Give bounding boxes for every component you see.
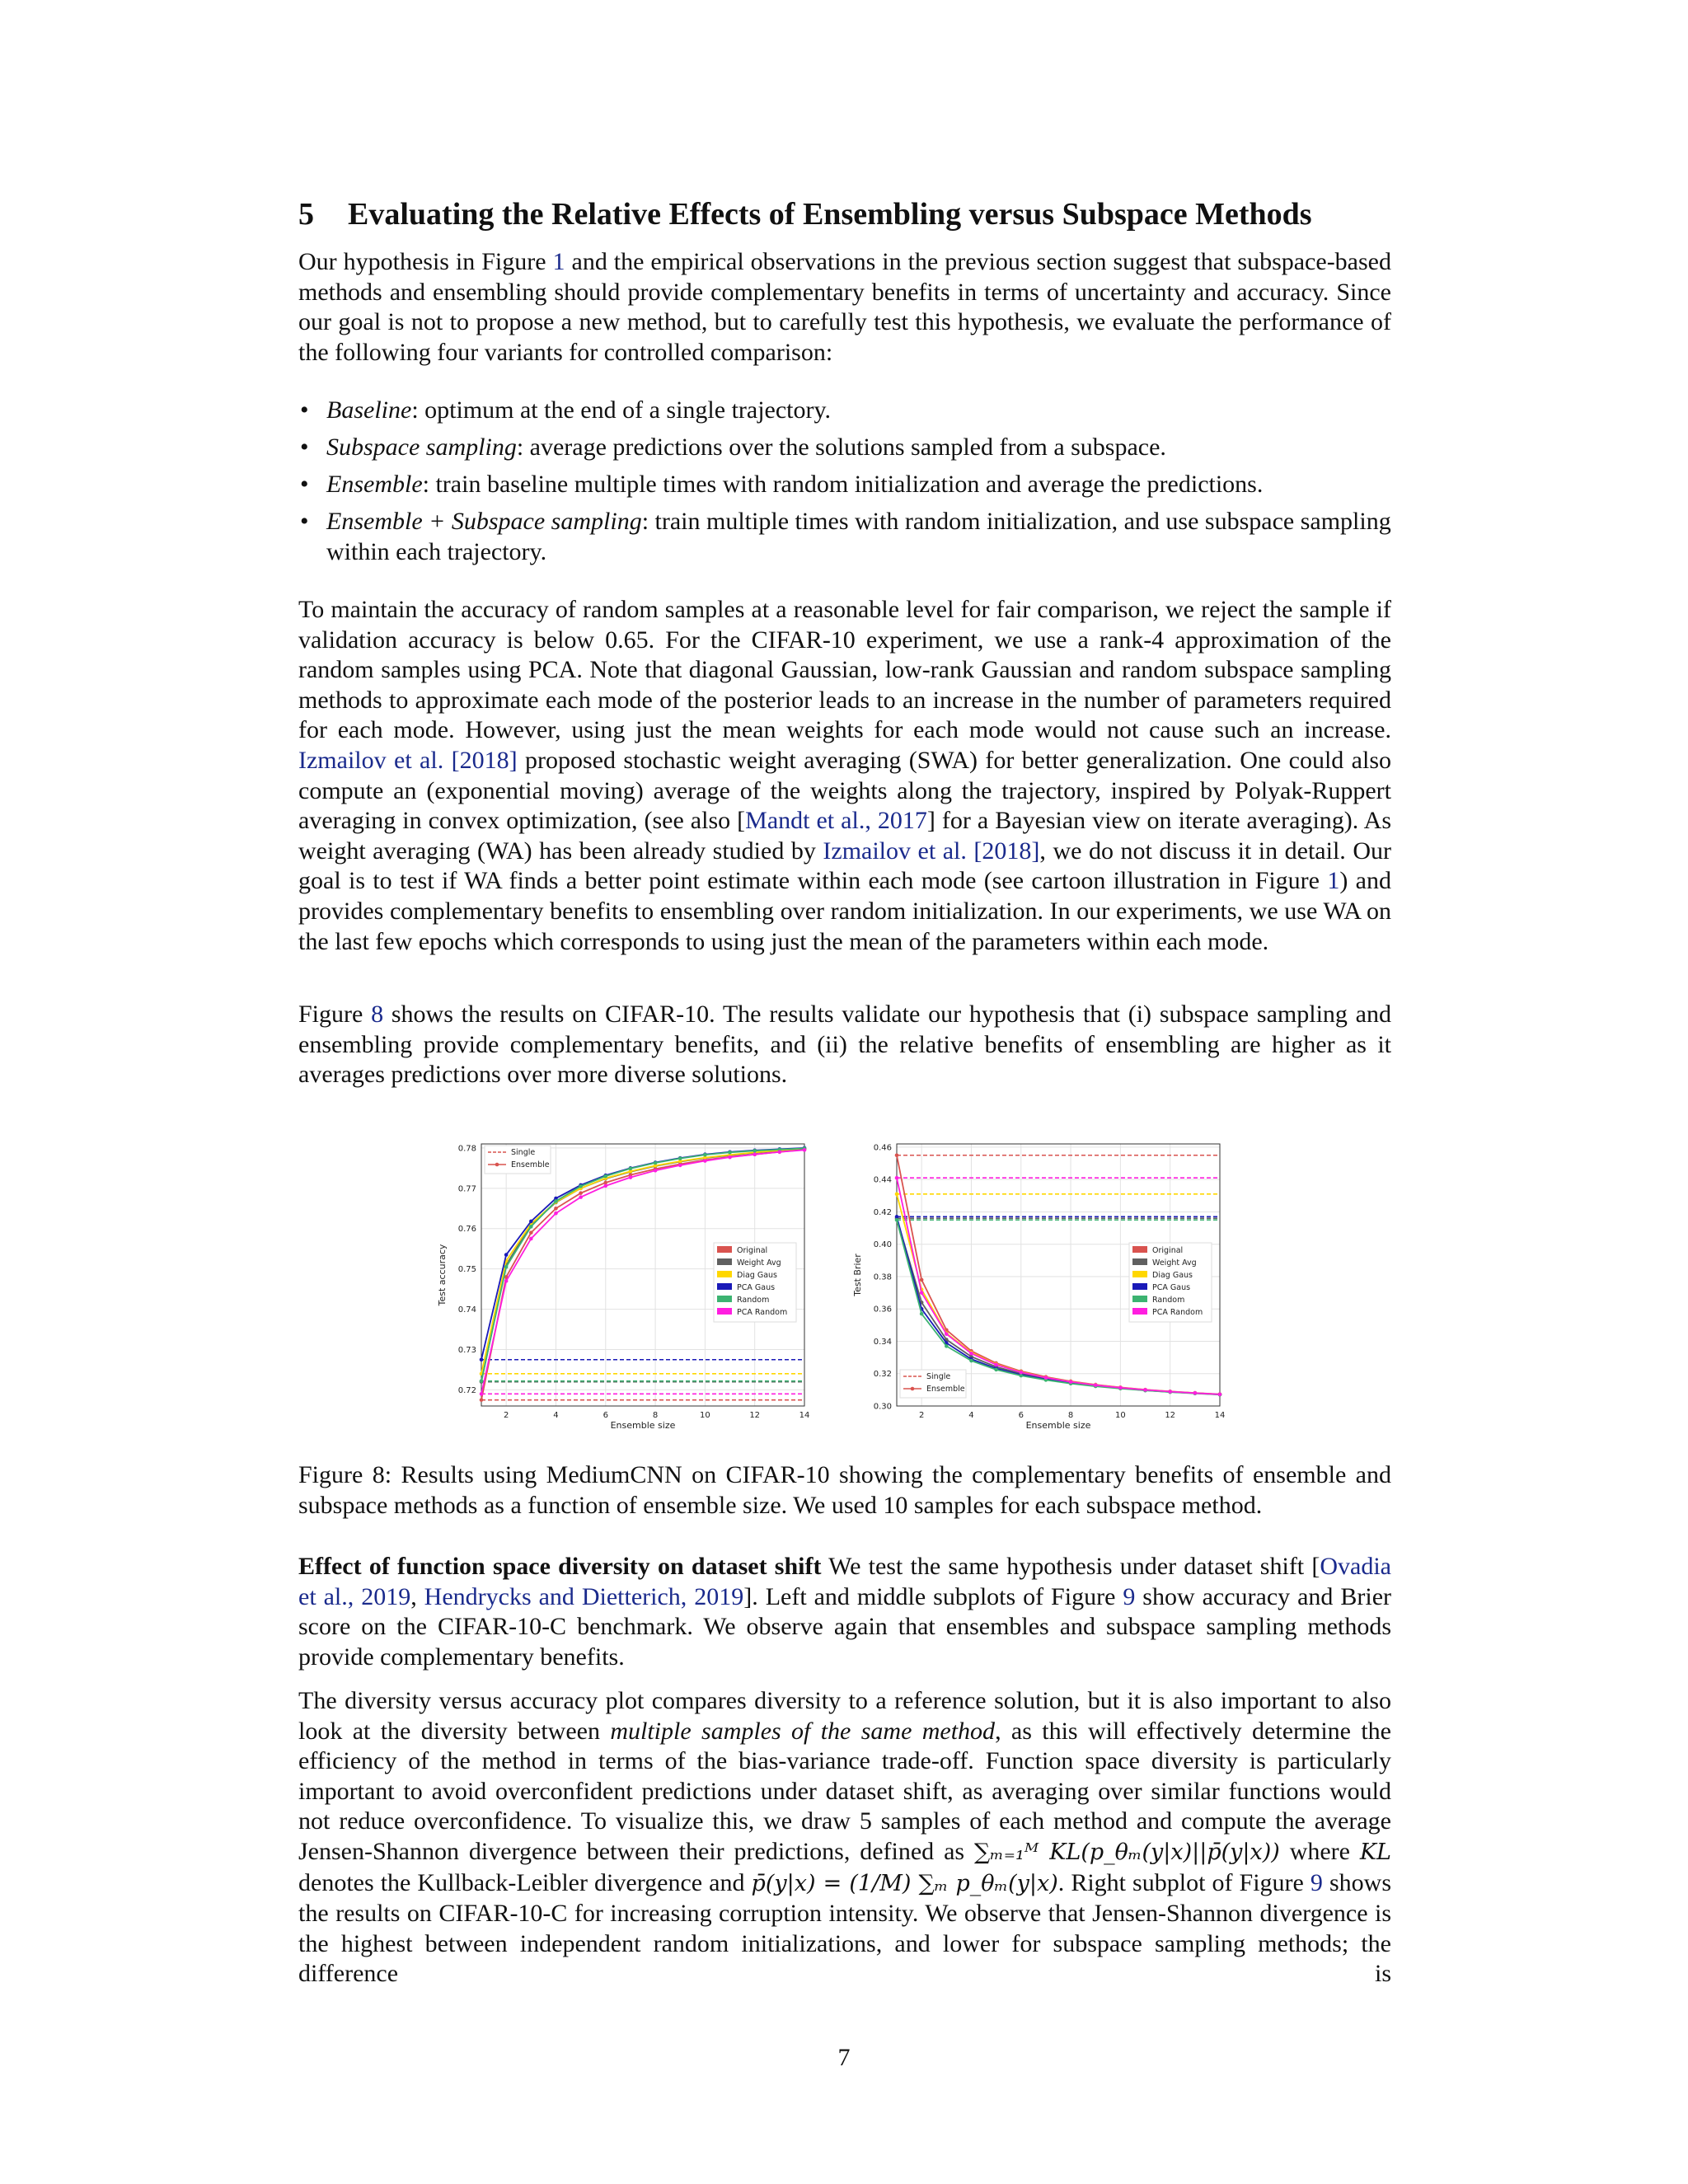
- citation-mandt[interactable]: Mandt et al., 2017: [745, 807, 927, 835]
- results-paragraph: Figure 8 shows the results on CIFAR-10. The results validate our hypothesis that (i) subspace sampling and ensembling provide complementary benefits, and (ii) the relative benefits of ensembling are higher as it averages predictions over more diverse solutions.: [298, 1001, 1391, 1089]
- legend-swatch-weight_avg: [1132, 1258, 1147, 1265]
- x-tick-label: 2: [918, 1411, 925, 1420]
- figure-9-link[interactable]: 9: [1123, 1582, 1136, 1610]
- bullet-icon: •: [300, 471, 309, 499]
- data-point: [480, 1398, 484, 1402]
- caption-label: Figure 8:: [298, 1461, 392, 1488]
- data-point: [895, 1153, 899, 1157]
- page-number: 7: [837, 2044, 851, 2071]
- y-tick-label: 0.77: [457, 1184, 476, 1194]
- data-point: [529, 1225, 533, 1229]
- legend-swatch-pca_random: [717, 1308, 732, 1315]
- y-tick-label: 0.32: [873, 1370, 892, 1380]
- data-point: [504, 1279, 509, 1283]
- y-tick-label: 0.75: [457, 1265, 476, 1275]
- line-legend-label: Ensemble: [511, 1160, 550, 1169]
- data-point: [554, 1199, 558, 1203]
- y-tick-label: 0.73: [457, 1346, 476, 1356]
- data-point: [753, 1152, 757, 1156]
- y-tick-label: 0.42: [873, 1207, 892, 1217]
- figure-caption: [298, 1460, 1391, 1521]
- brier-chart: [849, 1129, 1228, 1439]
- data-point: [994, 1363, 998, 1367]
- y-tick-label: 0.38: [873, 1272, 892, 1282]
- shift-paragraph-block: [298, 1552, 1391, 1672]
- data-point: [654, 1169, 658, 1173]
- x-tick-label: 10: [700, 1411, 710, 1420]
- list-item: • Ensemble + Subspace sampling: train multiple times with random initialization, and use subspace sampling within each trajectory.: [300, 508, 1391, 565]
- variants-list: [298, 396, 1391, 567]
- data-point: [703, 1159, 707, 1163]
- legend-label: Diag Gaus: [737, 1271, 777, 1280]
- data-point: [1193, 1391, 1198, 1395]
- data-point: [945, 1332, 949, 1336]
- x-tick-label: 8: [652, 1411, 659, 1420]
- data-point: [753, 1149, 757, 1153]
- y-axis-label: Test Brier: [852, 1254, 863, 1296]
- legend-label: PCA Random: [1152, 1308, 1203, 1317]
- accuracy-chart: [434, 1129, 813, 1439]
- data-point: [504, 1265, 509, 1269]
- legend-label: Random: [1152, 1296, 1185, 1305]
- data-point: [480, 1357, 484, 1361]
- data-point: [1019, 1371, 1023, 1375]
- legend-label: Original: [737, 1246, 768, 1255]
- section-number: 5: [298, 197, 314, 232]
- y-tick-label: 0.44: [873, 1175, 892, 1185]
- x-tick-label: 10: [1115, 1411, 1126, 1420]
- line-legend-label: Single: [511, 1148, 536, 1157]
- list-item: • Ensemble: train baseline multiple times with random initialization and average the predictions.: [298, 470, 1391, 500]
- data-point: [703, 1153, 707, 1157]
- line-legend-label: Ensemble: [926, 1385, 965, 1394]
- data-point: [1168, 1390, 1172, 1394]
- y-tick-label: 0.34: [873, 1337, 892, 1347]
- bullet-icon: •: [300, 434, 309, 462]
- section-heading: [298, 196, 1312, 232]
- method-paragraph: To maintain the accuracy of random samples at a reasonable level for fair comparison, we reject the sample if validation accuracy is below 0.65. For the CIFAR-10 experiment, we use a rank-4 approximation of the random samples using PCA. Note that diagonal Gaussian, low-rank Gaussian and random subspace sampling methods to approximate each mode of the posterior leads to an increase in the number of parameters required for each mode. However, using just the mean weights for each mode would not cause such an increase. Izmailov et al. [2018] proposed stochastic weight averaging (SWA) for better generalization. One could also compute an (exponential moving) average of the weights along the trajectory, inspired by Polyak-Ruppert averaging in convex optimization, (see also [Mandt et al., 2017] for a Bayesian view on iterate averaging). As weight averaging (WA) has been already studied by Izmailov et al. [2018], we do not discuss it in detail. Our goal is to test if WA finds a better point estimate within each mode (see cartoon illustration in Figure 1) and provides complementary benefits to ensembling over random initialization. In our experiments, we use WA on the last few epochs which corresponds to using just the mean of the parameters within each mode.: [298, 596, 1391, 955]
- data-point: [480, 1379, 484, 1383]
- legend-label: Original: [1152, 1246, 1184, 1255]
- data-point: [579, 1184, 583, 1188]
- data-point: [504, 1253, 509, 1257]
- data-point: [579, 1195, 583, 1199]
- data-point: [603, 1184, 607, 1188]
- figure-1-link[interactable]: 1: [1327, 867, 1340, 895]
- data-point: [945, 1344, 949, 1348]
- data-point: [529, 1230, 533, 1235]
- x-axis-label: Ensemble size: [1025, 1420, 1091, 1431]
- y-tick-label: 0.36: [873, 1305, 892, 1315]
- method-paragraph-block: [298, 595, 1391, 957]
- y-tick-label: 0.74: [457, 1305, 476, 1315]
- caption-text: Results using MediumCNN on CIFAR-10 showing the complementary benefits of ensemble and subspace methods as a function of ensemble size. We used 10 samples for each subspace method.: [298, 1461, 1391, 1519]
- data-point: [920, 1278, 924, 1282]
- legend-swatch-diag_gaus: [1132, 1271, 1147, 1277]
- data-point: [1094, 1383, 1098, 1387]
- list-item: • Baseline: optimum at the end of a single trajectory.: [298, 396, 1391, 426]
- data-point: [1069, 1380, 1073, 1384]
- data-point: [994, 1368, 998, 1372]
- data-point: [1118, 1386, 1123, 1390]
- legend-swatch-pca_random: [1132, 1308, 1147, 1315]
- paragraph-runin-heading: Effect of function space diversity on dataset shift: [298, 1553, 822, 1580]
- data-point: [803, 1148, 807, 1152]
- legend-swatch-original: [717, 1246, 732, 1253]
- data-point: [603, 1174, 607, 1179]
- list-item: • Subspace sampling: average predictions over the solutions sampled from a subspace.: [298, 433, 1391, 463]
- data-point: [554, 1212, 558, 1216]
- data-point: [579, 1191, 583, 1195]
- x-tick-label: 12: [1165, 1411, 1176, 1420]
- data-point: [629, 1167, 633, 1171]
- x-tick-label: 12: [749, 1411, 761, 1420]
- legend-label: PCA Gaus: [1152, 1283, 1191, 1292]
- figure-1-link[interactable]: 1: [552, 248, 565, 275]
- data-point: [969, 1359, 973, 1363]
- variants-list-block: [298, 396, 1391, 574]
- diversity-paragraph: The diversity versus accuracy plot compares diversity to a reference solution, but it is also important to also look at the diversity between multiple samples of the same method, as this will effectively determine the efficiency of the method in terms of the bias-variance trade-off. Function space diversity is particularly important to avoid overconfident predictions under dataset shift, as averaging over similar functions would not reduce overconfidence. To visualize this, we draw 5 samples of each method and compute the average Jensen-Shannon divergence between their predictions, defined as ∑ₘ₌₁ᴹ KL(p_θₘ(y|x)||p̄(y|x)) where KL denotes the Kullback-Leibler divergence and p̄(y|x) = (1/M) ∑ₘ p_θₘ(y|x). Right subplot of Figure 9 shows the results on CIFAR-10-C for increasing corruption intensity. We observe that Jensen-Shannon divergence is the highest between independent random initializations, and lower for subspace sampling methods; the difference is: [298, 1687, 1392, 1988]
- shift-paragraph: Effect of function space diversity on dataset shift We test the same hypothesis under dataset shift [Ovadia et al., 2019, Hendrycks and Dietterich, 2019]. Left and middle subplots of Figure 9 show accuracy and Brier score on the CIFAR-10-C benchmark. We observe again that ensembles and subspace sampling methods provide complementary benefits.: [298, 1553, 1392, 1671]
- citation-izmailov[interactable]: Izmailov et al. [2018]: [298, 746, 518, 774]
- x-axis-label: Ensemble size: [610, 1420, 676, 1431]
- section-title: Evaluating the Relative Effects of Ensembling versus Subspace Methods: [348, 197, 1312, 232]
- data-point: [654, 1161, 658, 1165]
- x-tick-label: 4: [553, 1411, 559, 1420]
- x-tick-label: 4: [968, 1411, 974, 1420]
- legend-swatch-pca_gaus: [717, 1283, 732, 1290]
- line-legend-ensemble-marker: [495, 1163, 499, 1167]
- data-point: [969, 1352, 973, 1356]
- y-tick-label: 0.72: [457, 1385, 476, 1395]
- intro-paragraph: Our hypothesis in Figure 1 and the empirical observations in the previous section suggest that subspace-based methods and ensembling should provide complementary benefits in terms of uncertainty and accuracy. Since our goal is not to propose a new method, but to carefully test this hypothesis, we evaluate the performance of the following four variants for controlled comparison:: [298, 248, 1391, 366]
- data-point: [1019, 1374, 1023, 1378]
- data-point: [678, 1156, 682, 1160]
- data-point: [895, 1176, 899, 1180]
- x-tick-label: 6: [1018, 1411, 1024, 1420]
- data-point: [554, 1207, 558, 1211]
- legend-label: PCA Gaus: [737, 1283, 776, 1292]
- data-point: [895, 1218, 899, 1222]
- bullet-icon: •: [300, 396, 309, 424]
- math-mean-prediction: p̄(y|x) = (1/M) ∑ₘ p_θₘ(y|x): [751, 1870, 1058, 1896]
- y-tick-label: 0.78: [457, 1144, 476, 1154]
- x-tick-label: 14: [799, 1411, 810, 1420]
- y-tick-label: 0.40: [873, 1240, 892, 1250]
- figure-9-link[interactable]: 9: [1310, 1868, 1323, 1896]
- data-point: [480, 1392, 484, 1396]
- x-tick-label: 6: [603, 1411, 608, 1420]
- data-point: [678, 1164, 682, 1168]
- data-point: [728, 1151, 732, 1155]
- figure-caption-block: [298, 1460, 1391, 1521]
- x-tick-label: 8: [1067, 1411, 1074, 1420]
- y-tick-label: 0.76: [457, 1225, 476, 1235]
- data-point: [1218, 1393, 1222, 1397]
- data-point: [1143, 1388, 1147, 1392]
- data-point: [728, 1155, 732, 1160]
- legend-label: Weight Avg: [737, 1258, 781, 1268]
- legend-label: Random: [737, 1296, 770, 1305]
- diversity-paragraph-block: [298, 1686, 1391, 1990]
- legend-swatch-pca_gaus: [1132, 1283, 1147, 1290]
- data-point: [895, 1215, 899, 1219]
- legend-swatch-diag_gaus: [717, 1271, 732, 1277]
- math-js-divergence: ∑ₘ₌₁ᴹ KL(p_θₘ(y|x)||p̄(y|x)): [973, 1839, 1280, 1865]
- y-tick-label: 0.46: [873, 1143, 892, 1153]
- legend-label: Diag Gaus: [1152, 1271, 1193, 1280]
- legend-label: Weight Avg: [1152, 1258, 1197, 1268]
- data-point: [895, 1193, 899, 1197]
- legend-swatch-random: [1132, 1296, 1147, 1302]
- y-tick-label: 0.30: [873, 1402, 892, 1412]
- data-point: [920, 1312, 924, 1316]
- y-axis-label: Test accuracy: [437, 1244, 448, 1306]
- legend-label: PCA Random: [737, 1308, 788, 1317]
- bullet-icon: •: [300, 508, 309, 536]
- citation-izmailov-2[interactable]: Izmailov et al. [2018]: [823, 837, 1040, 865]
- data-point: [529, 1220, 533, 1224]
- citation-ovadia[interactable]: Ovadia et al., 2019: [298, 1553, 1391, 1610]
- line-legend-ensemble-marker: [911, 1387, 915, 1391]
- data-point: [603, 1181, 607, 1185]
- x-tick-label: 2: [503, 1411, 509, 1420]
- data-point: [1044, 1376, 1048, 1380]
- data-point: [778, 1150, 782, 1154]
- figure-8-link[interactable]: 8: [371, 1001, 384, 1028]
- legend-swatch-original: [1132, 1246, 1147, 1253]
- intro-paragraph-block: [298, 247, 1391, 368]
- citation-hendrycks[interactable]: Hendrycks and Dietterich, 2019: [424, 1582, 744, 1610]
- data-point: [529, 1237, 533, 1241]
- legend-swatch-random: [717, 1296, 732, 1302]
- math-kl: KL: [1359, 1839, 1391, 1865]
- legend-swatch-weight_avg: [717, 1258, 732, 1265]
- x-tick-label: 14: [1214, 1411, 1226, 1420]
- data-point: [629, 1175, 633, 1179]
- line-legend-label: Single: [926, 1372, 951, 1381]
- results-paragraph-block: [298, 1000, 1391, 1090]
- data-point: [920, 1291, 924, 1295]
